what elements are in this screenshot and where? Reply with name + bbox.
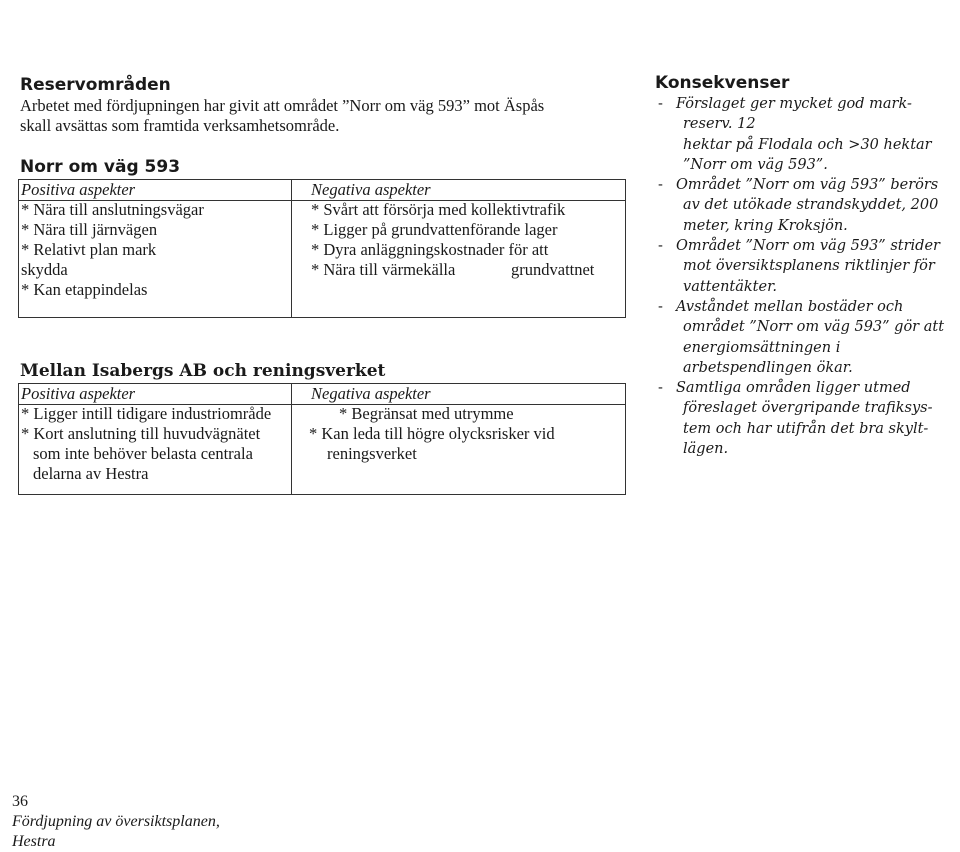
item-line: Området ”Norr om väg 593” berörs <box>676 177 939 194</box>
intro-line: Arbetet med fördjupningen har givit att området ”Norr om väg 593” mot Äspås <box>20 96 545 115</box>
aspects-table-norr <box>18 179 626 318</box>
footer-title: Fördjupning av översiktsplanen, <box>12 813 220 830</box>
negative-header: Negativa aspekter <box>311 384 431 403</box>
positive-header: Positiva aspekter <box>21 180 136 199</box>
dash-bullet: - <box>658 238 663 255</box>
positive-item: skydda <box>21 260 68 279</box>
item-line: Avståndet mellan bostäder och <box>676 298 904 315</box>
list-item <box>655 175 955 236</box>
negative-item: * Dyra anläggningskostnader för att <box>311 240 549 259</box>
item-line: arbetspendlingen ökar. <box>683 359 853 376</box>
positive-item: * Kort anslutning till huvudvägnätet <box>21 424 261 443</box>
negative-item: * Begränsat med utrymme <box>339 404 514 423</box>
positive-item: delarna av Hestra <box>33 464 149 483</box>
negative-header: Negativa aspekter <box>311 180 431 199</box>
item-line: hektar på Flodala och >30 hektar <box>683 136 932 153</box>
positive-item: * Nära till anslutningsvägar <box>21 200 204 219</box>
item-line: Samtliga områden ligger utmed <box>676 380 911 397</box>
dash-bullet: - <box>658 298 663 315</box>
footer-subtitle: Hestra <box>12 833 56 850</box>
dash-bullet: - <box>658 177 663 194</box>
item-line: lägen. <box>683 441 729 458</box>
negative-item: grundvattnet <box>511 260 595 279</box>
intro-line: skall avsättas som framtida verksamhetsområde. <box>20 116 340 135</box>
positive-header: Positiva aspekter <box>21 384 136 403</box>
section-heading-konsekvenser: Konsekvenser <box>655 73 790 93</box>
section-heading-norr: Norr om väg 593 <box>20 157 181 177</box>
positive-item: * Kan etappindelas <box>21 280 148 299</box>
item-line: mot översiktsplanens riktlinjer för <box>683 258 935 275</box>
list-item <box>655 236 955 297</box>
item-line: vattentäkter. <box>683 278 778 295</box>
item-line: av det utökade strandskyddet, 200 <box>683 197 939 214</box>
konsekvenser-list <box>655 94 955 459</box>
item-line: meter, kring Kroksjön. <box>683 217 848 234</box>
dash-bullet: - <box>658 380 663 397</box>
item-line: ”Norr om väg 593”. <box>683 156 828 173</box>
positive-item: * Relativt plan mark <box>21 240 157 259</box>
item-line: Området ”Norr om väg 593” strider <box>676 238 940 255</box>
item-line: energiomsättningen i <box>683 339 841 356</box>
konsekvenser-column <box>655 72 955 459</box>
page-number: 36 <box>12 793 28 810</box>
intro-paragraph <box>20 96 544 136</box>
item-line: tem och har utifrån det bra skylt- <box>683 420 929 437</box>
list-item <box>655 378 955 459</box>
aspects-table-mellan <box>18 383 626 495</box>
list-item <box>655 94 955 175</box>
dash-bullet: - <box>658 96 663 112</box>
item-line: föreslaget övergripande trafiksys- <box>683 400 933 417</box>
negative-item: * Nära till värmekälla <box>311 260 456 279</box>
negative-item: * Ligger på grundvattenförande lager <box>311 220 558 239</box>
page-footer <box>12 792 220 852</box>
positive-item: * Ligger intill tidigare industriområde <box>21 404 272 423</box>
column-divider <box>291 180 292 317</box>
section-heading-reservomraden: Reservområden <box>20 75 171 95</box>
item-line: området ”Norr om väg 593” gör att <box>683 319 945 336</box>
section-heading-mellan: Mellan Isabergs AB och reningsverket <box>20 361 386 381</box>
negative-item: reningsverket <box>327 444 417 463</box>
item-line: Förslaget ger mycket god mark- <box>676 96 912 112</box>
list-item <box>655 297 955 378</box>
positive-item: som inte behöver belasta centrala <box>33 444 253 463</box>
positive-item: * Nära till järnvägen <box>21 220 158 239</box>
column-divider <box>291 384 292 494</box>
negative-item: * Svårt att försörja med kollektivtrafik <box>311 200 566 219</box>
item-line: reserv. 12 <box>683 116 756 133</box>
negative-item: * Kan leda till högre olycksrisker vid <box>309 424 555 443</box>
